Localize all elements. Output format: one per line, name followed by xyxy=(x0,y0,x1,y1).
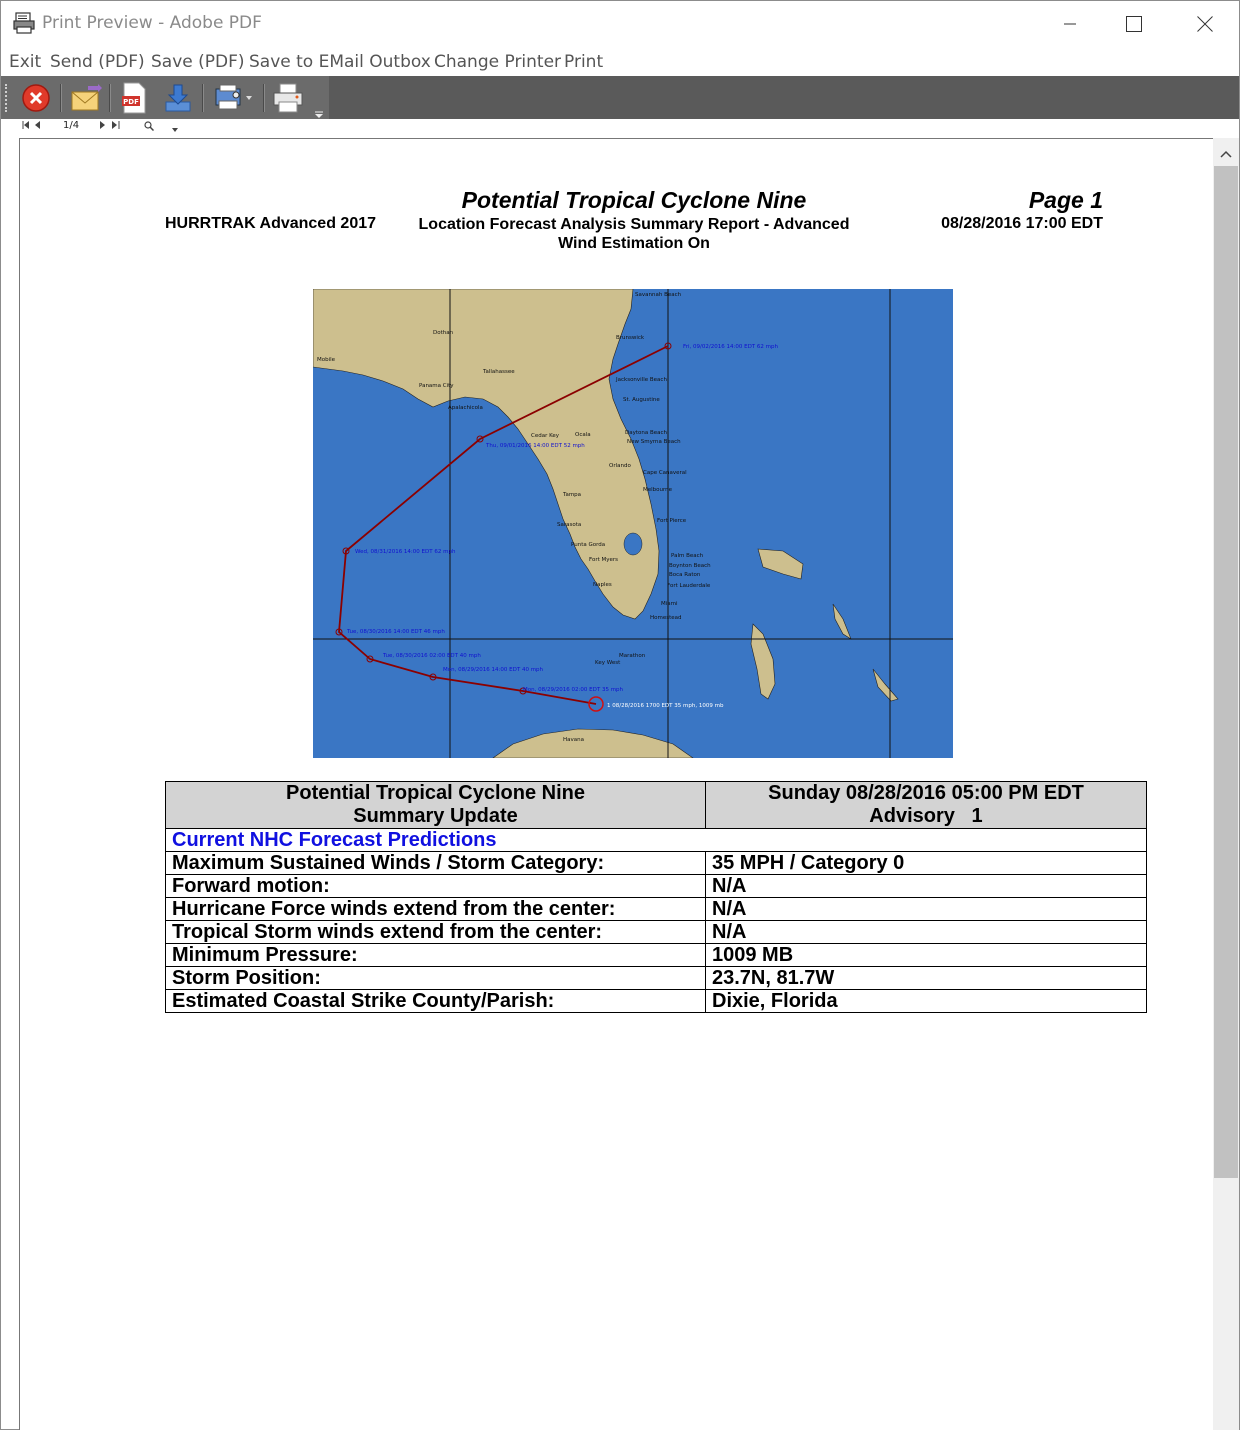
page-indicator: 1/4 xyxy=(63,120,80,131)
menu-bar xyxy=(1,47,1239,76)
save-download-button[interactable] xyxy=(160,80,196,116)
menu-print[interactable]: Print xyxy=(564,52,604,72)
lake-okeechobee xyxy=(624,533,642,555)
report-subtitle xyxy=(401,215,867,253)
land-florida xyxy=(313,289,659,619)
settings-icon xyxy=(212,83,256,113)
track-label: Fri, 09/02/2016 14:00 EDT 62 mph xyxy=(683,344,778,350)
track-label: Tue, 08/30/2016 02:00 EDT 40 mph xyxy=(383,653,481,659)
toolbar-background xyxy=(329,76,1239,119)
table-row xyxy=(166,852,1147,875)
place-label: Punta Gorda xyxy=(571,542,606,548)
place-label: Sarasota xyxy=(557,522,582,528)
toolbar-separator xyxy=(60,84,62,112)
close-icon xyxy=(1197,16,1213,32)
printer-icon xyxy=(272,82,304,114)
row-value: 23.7N, 81.7W xyxy=(706,967,1147,990)
report-subtitle-line1: Location Forecast Analysis Summary Report - Advanced xyxy=(418,216,850,233)
summary-section-title: Current NHC Forecast Predictions xyxy=(166,829,1147,852)
menu-save-pdf[interactable]: Save (PDF) xyxy=(151,52,245,72)
row-value: N/A xyxy=(706,898,1147,921)
scroll-up-button[interactable] xyxy=(1213,142,1239,166)
menu-save-email-outbox[interactable]: Save to EMail Outbox xyxy=(249,52,431,72)
land-bahamas-4 xyxy=(873,669,898,701)
place-label: Fort Myers xyxy=(589,557,619,563)
toolbar xyxy=(1,76,1239,119)
place-label: New Smyrna Beach xyxy=(627,439,681,445)
row-value: 1009 MB xyxy=(706,944,1147,967)
table-row xyxy=(166,967,1147,990)
row-label: Maximum Sustained Winds / Storm Category: xyxy=(166,852,706,875)
place-label: Fort Pierce xyxy=(657,518,687,524)
title-bar xyxy=(1,1,1239,47)
minimize-button[interactable] xyxy=(1047,1,1093,47)
report-product: HURRTRAK Advanced 2017 xyxy=(165,215,377,232)
track-label: Mon, 08/29/2016 02:00 EDT 35 mph xyxy=(523,687,624,693)
track-label: Tue, 08/30/2016 14:00 EDT 46 mph xyxy=(347,629,445,635)
row-value: Dixie, Florida xyxy=(706,990,1147,1013)
track-label: Thu, 09/01/2016 14:00 EDT 52 mph xyxy=(486,443,585,449)
table-row xyxy=(166,990,1147,1013)
place-label: Key West xyxy=(595,660,621,666)
place-label: Melbourne xyxy=(643,487,673,493)
place-label: Naples xyxy=(593,582,612,588)
place-label: Miami xyxy=(661,601,678,607)
place-label: Apalachicola xyxy=(448,405,483,411)
pdf-icon xyxy=(120,82,148,114)
place-label: Dothan xyxy=(433,330,454,336)
printer-app-icon xyxy=(13,12,35,34)
send-email-button[interactable] xyxy=(68,80,104,116)
toolbar-separator xyxy=(263,84,265,112)
table-row xyxy=(166,944,1147,967)
email-icon xyxy=(70,84,102,112)
toolbar-grip[interactable] xyxy=(5,84,9,112)
chevron-down-icon xyxy=(314,111,324,119)
minimize-icon xyxy=(1063,17,1077,31)
track-label: Wed, 08/31/2016 14:00 EDT 62 mph xyxy=(355,549,456,555)
summary-header-date: Sunday 08/28/2016 05:00 PM EDT xyxy=(768,782,1084,804)
row-label: Storm Position: xyxy=(166,967,706,990)
report-subtitle-line2: Wind Estimation On xyxy=(558,235,710,252)
place-label: Palm Beach xyxy=(671,553,704,559)
row-value: N/A xyxy=(706,875,1147,898)
svg-text:PDF: PDF xyxy=(123,98,139,106)
summary-header-row xyxy=(166,782,1147,829)
page-navigation-bar xyxy=(1,119,1239,137)
save-pdf-button[interactable] xyxy=(116,80,152,116)
place-label: Jacksonville Beach xyxy=(616,377,667,383)
place-label: Tampa xyxy=(563,492,582,498)
summary-header-right xyxy=(706,782,1147,829)
print-button[interactable] xyxy=(270,80,306,116)
place-label: Cedar Key xyxy=(531,433,560,439)
place-label: Ocala xyxy=(575,432,591,438)
place-label: Boynton Beach xyxy=(669,563,711,569)
maximize-icon xyxy=(1126,16,1142,32)
scroll-thumb[interactable] xyxy=(1214,166,1238,1178)
place-label: Boca Raton xyxy=(669,572,701,578)
storm-track-map xyxy=(313,289,953,758)
row-label: Minimum Pressure: xyxy=(166,944,706,967)
menu-exit[interactable]: Exit xyxy=(9,52,42,72)
close-window-button[interactable] xyxy=(1182,1,1228,47)
place-label: Homestead xyxy=(650,615,682,621)
summary-section-row xyxy=(166,829,1147,852)
menu-send-pdf[interactable]: Send (PDF) xyxy=(50,52,145,72)
row-value: 35 MPH / Category 0 xyxy=(706,852,1147,875)
place-label: Panama City xyxy=(419,383,454,389)
land-bahamas-2 xyxy=(758,549,803,579)
close-icon xyxy=(21,83,51,113)
row-label: Forward motion: xyxy=(166,875,706,898)
table-row xyxy=(166,898,1147,921)
summary-table xyxy=(165,781,1147,1013)
report-title: Potential Tropical Cyclone Nine xyxy=(461,187,807,213)
land-bahamas-1 xyxy=(751,624,775,699)
table-row xyxy=(166,875,1147,898)
maximize-button[interactable] xyxy=(1111,1,1157,47)
window-title: Print Preview - Adobe PDF xyxy=(42,13,262,33)
place-label: Cape Canaveral xyxy=(643,470,687,476)
row-label: Estimated Coastal Strike County/Parish: xyxy=(166,990,706,1013)
place-label: St. Augustine xyxy=(623,397,660,403)
place-label: Mobile xyxy=(317,357,336,363)
row-label: Tropical Storm winds extend from the center: xyxy=(166,921,706,944)
menu-change-printer[interactable]: Change Printer xyxy=(434,52,562,72)
zoom-icon[interactable] xyxy=(144,121,154,134)
summary-header-advisory: Advisory 1 xyxy=(869,805,983,827)
place-label: Havana xyxy=(563,737,584,743)
row-value: N/A xyxy=(706,921,1147,944)
place-label: Savannah Beach xyxy=(635,292,682,298)
place-label: Fort Lauderdale xyxy=(667,583,711,589)
download-icon xyxy=(163,83,193,113)
track-label: 1 08/28/2016 1700 EDT 35 mph, 1009 mb xyxy=(607,703,724,709)
summary-header-subtitle: Summary Update xyxy=(353,805,518,827)
row-label: Hurricane Force winds extend from the center: xyxy=(166,898,706,921)
zoom-dropdown-icon[interactable] xyxy=(172,124,178,135)
next-page-icon[interactable] xyxy=(100,121,106,132)
table-row xyxy=(166,921,1147,944)
place-label: Orlando xyxy=(609,463,631,469)
previous-page-icon[interactable] xyxy=(35,121,41,132)
track-label: Mon, 08/29/2016 14:00 EDT 40 mph xyxy=(443,667,544,673)
place-label: Daytona Beach xyxy=(625,430,668,436)
summary-header-title: Potential Tropical Cyclone Nine xyxy=(286,782,585,804)
toolbar-separator xyxy=(109,84,111,112)
place-label: Brunswick xyxy=(616,335,645,341)
first-page-icon[interactable] xyxy=(22,121,30,132)
report-page-label: Page 1 xyxy=(1028,187,1103,213)
vertical-scrollbar[interactable] xyxy=(1213,138,1239,1430)
close-preview-button[interactable] xyxy=(18,80,54,116)
land-bahamas-3 xyxy=(833,604,851,639)
place-label: Tallahassee xyxy=(483,369,515,375)
last-page-icon[interactable] xyxy=(112,121,120,132)
storm-track-map-svg xyxy=(313,289,953,758)
summary-header-left xyxy=(166,782,706,829)
place-label: Marathon xyxy=(619,653,646,659)
chevron-up-icon xyxy=(1220,150,1232,158)
toolbar-separator xyxy=(202,84,204,112)
report-datetime: 08/28/2016 17:00 EDT xyxy=(941,215,1103,232)
printer-setup-dropdown[interactable] xyxy=(211,80,257,116)
land-cuba xyxy=(493,729,693,758)
